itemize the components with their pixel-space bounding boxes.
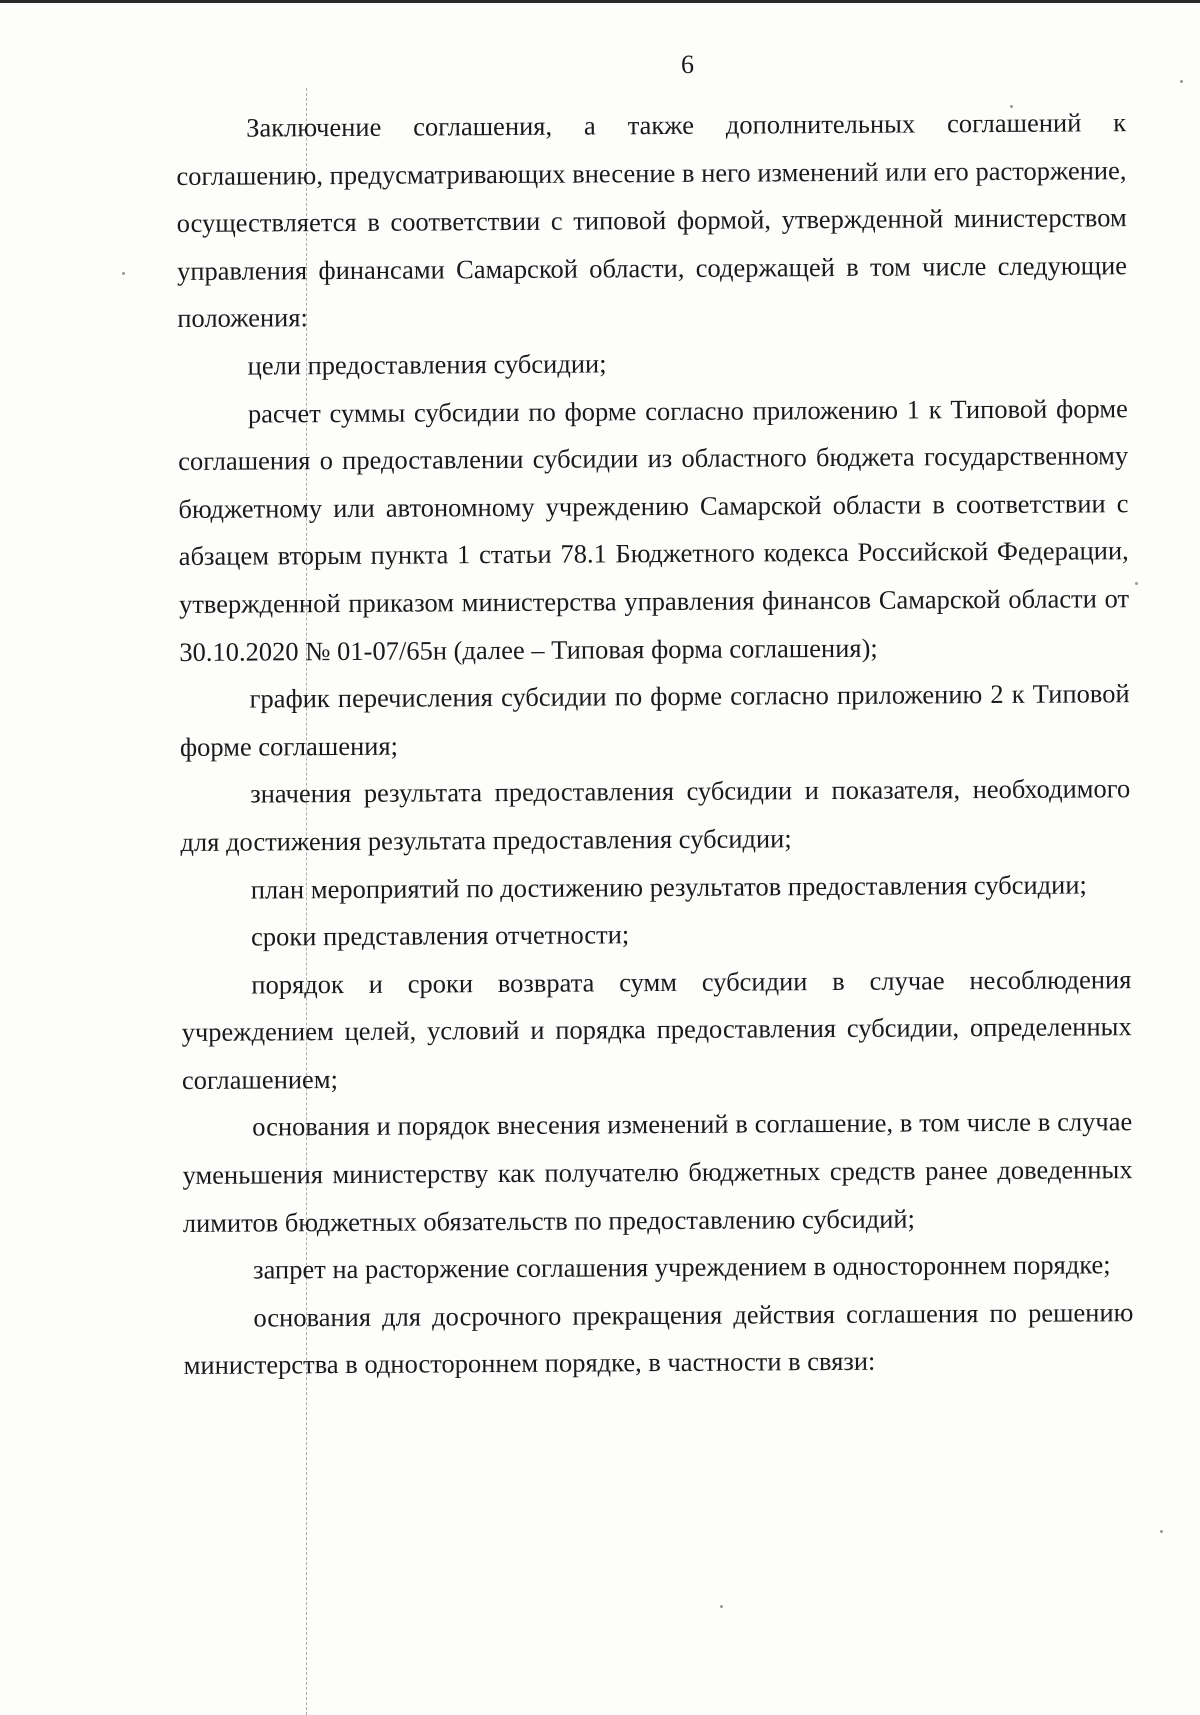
paragraph-refund-procedure: порядок и сроки возврата сумм субсидии в случае несоблюдения учреждением целей, условий и порядка предоставления субсидии, определенных соглашением; bbox=[181, 963, 1132, 1095]
paragraph-reporting-deadlines: сроки представления отчетности; bbox=[250, 919, 630, 952]
paragraph-amendment-grounds: основания и порядок внесения изменений в соглашение, в том числе в случае уменьшения министерству как получателю бюджетных средств ранее доведенных лимитов бюджетных обязательств по предоставлению субсидий; bbox=[182, 1106, 1133, 1238]
paragraph-action-plan: план мероприятий по достижению результатов предоставления субсидии; bbox=[250, 868, 1087, 905]
paragraph-subsidy-calculation: расчет суммы субсидии по форме согласно приложению 1 к Типовой форме соглашения о предоставлении субсидии из областного бюджета государственному бюджетному или автономному учреждению Самарской области в соответствии с абзацем вторым пункта 1 статьи 78.1 Бюджетного кодекса Российской Федерации, утвержденной приказом министерства управления финансов Самарской области от 30.10.2020 № 01-07/65н (далее – Типовая форма соглашения); bbox=[178, 392, 1130, 667]
document-body bbox=[176, 99, 1134, 1390]
paragraph-payment-schedule: график перечисления субсидии по форме согласно приложению 2 к Типовой форме соглашения; bbox=[179, 678, 1130, 762]
page-number: 6 bbox=[681, 50, 694, 79]
scan-speck bbox=[720, 1605, 723, 1608]
paragraph-subsidy-goals: цели предоставления субсидии; bbox=[247, 348, 607, 381]
scan-speck bbox=[1180, 80, 1183, 83]
scan-speck bbox=[1135, 582, 1138, 585]
scan-top-edge bbox=[0, 0, 1200, 3]
paragraph-result-values: значения результата предоставления субсидии и показателя, необходимого для достижения результата предоставления субсидии; bbox=[180, 773, 1131, 857]
scan-speck bbox=[122, 272, 125, 275]
paragraph-termination-ban: запрет на расторжение соглашения учреждением в одностороннем порядке; bbox=[253, 1249, 1111, 1285]
scan-speck bbox=[1160, 1530, 1163, 1533]
paragraph-early-termination: основания для досрочного прекращения действия соглашения по решению министерства в одностороннем порядке, в частности в связи: bbox=[183, 1297, 1134, 1381]
paragraph-agreement-intro: Заключение соглашения, а также дополнительных соглашений к соглашению, предусматривающих внесение в него изменений или его расторжение, осуществляется в соответствии с типовой формой, утвержденной министерством управления финансами Самарской области, содержащей в том числе следующие положения: bbox=[176, 107, 1128, 334]
